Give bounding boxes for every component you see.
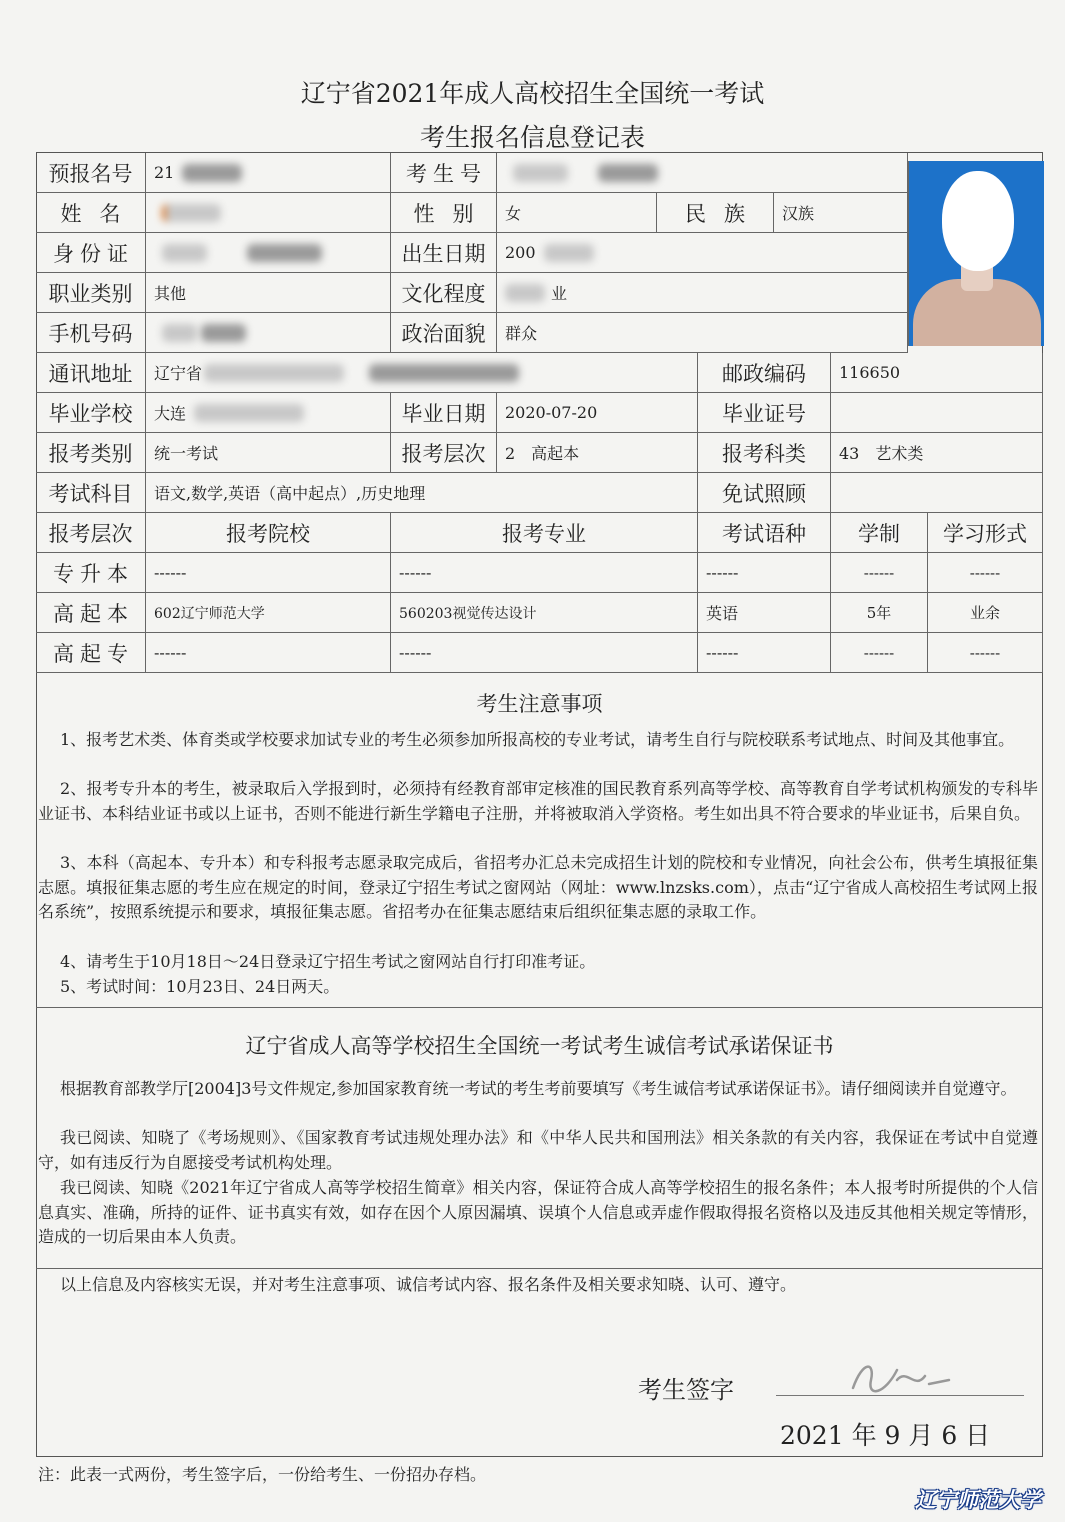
watermark: 辽宁师范大学 <box>915 1488 1041 1512</box>
value-exam-subject-class: 43 艺术类 <box>831 433 1043 473</box>
label-grad-date: 毕业日期 <box>391 393 497 433</box>
value-exam-category: 统一考试 <box>146 433 391 473</box>
row-level: 高起本 <box>36 593 146 633</box>
row-language: ------ <box>698 633 831 673</box>
value-occupation: 其他 <box>146 273 391 313</box>
value-gender: 女 <box>497 193 657 233</box>
label-political: 政治面貌 <box>391 313 497 353</box>
signature-label: 考生签字 <box>638 1376 734 1404</box>
pledge-title: 辽宁省成人高等学校招生全国统一考试考生诚信考试承诺保证书 <box>245 1034 834 1058</box>
label-birth-date: 出生日期 <box>391 233 497 273</box>
redaction-mask <box>247 244 322 262</box>
value-exam-no <box>497 153 908 193</box>
form-subtitle: 考生报名信息登记表 <box>419 123 645 152</box>
row-study-mode: ------ <box>928 553 1043 593</box>
photo-face-mask <box>942 171 1014 271</box>
value-exam-level: 2 高起本 <box>497 433 698 473</box>
footnote: 注：此表一式两份，考生签字后，一份给考生、一份招办存档。 <box>38 1465 487 1484</box>
pledge-paragraph: 我已阅读、知晓《2021年辽宁省成人高等学校招生简章》相关内容，保证符合成人高等学校招生的报名条件；本人报考时所提供的个人信息真实、准确，所持的证件、证书真实有效，如存在因个人原因漏填、误填个人信息或弄虚作假取得报名资格以及违反其他相关规定等情形，造成的一切后果由本人负责。 <box>38 1178 1038 1246</box>
row-study-mode: ------ <box>928 633 1043 673</box>
label-exempt-photo: 免试照顾 <box>698 473 831 513</box>
redaction-mask <box>194 404 304 422</box>
header-school: 报考院校 <box>146 513 391 553</box>
value-address: 辽宁省 <box>146 353 698 393</box>
redaction-mask <box>162 204 221 222</box>
redaction-mask <box>598 164 658 182</box>
row-years: 5年 <box>831 593 928 633</box>
label-phone: 手机号码 <box>36 313 146 353</box>
form-title: 辽宁省2021年成人高校招生全国统一考试 <box>300 79 765 108</box>
confirm-statement: 以上信息及内容核实无误，并对考生注意事项、诚信考试内容、报名条件及相关要求知晓、认可、遵守。 <box>60 1275 797 1294</box>
value-education: 业 <box>497 273 908 313</box>
notice-item: 3、本科（高起本、专升本）和专科报考志愿录取完成后，省招考办汇总未完成招生计划的院校和专业情况，向社会公布，供考生填报征集志愿。填报征集志愿的考生应在规定的时间，登录辽宁招生考试之窗网站（网址：www.lnzsks.com），点击“辽宁省成人高校招生考试网上报名系统”，按照系统提示和要求，填报征集志愿。省招考办在征集志愿结束后组织征集志愿的录取工作。 <box>38 853 1038 921</box>
header-study-mode: 学习形式 <box>928 513 1043 553</box>
signature-date: 2021 年 9 月 6 日 <box>780 1421 991 1450</box>
pledge-paragraph: 我已阅读、知晓了《考场规则》、《国家教育考试违规处理办法》和《中华人民共和国刑法》相关条款的有关内容，我保证在考试中自觉遵守，如有违反行为自愿接受考试机构处理。 <box>38 1128 1038 1172</box>
value-grad-cert <box>831 393 1043 433</box>
row-level: 高起专 <box>36 633 146 673</box>
notice-item: 1、报考艺术类、体育类或学校要求加试专业的考生必须参加所报高校的专业考试，请考生自行与院校联系考试地点、时间及其他事宜。 <box>60 730 1015 749</box>
label-id-card: 身份证 <box>36 233 146 273</box>
value-grad-school: 大连 <box>146 393 391 433</box>
row-major: ------ <box>391 633 698 673</box>
notice-title: 考生注意事项 <box>476 692 603 716</box>
header-language: 考试语种 <box>698 513 831 553</box>
signature-line <box>776 1395 1024 1396</box>
notice-item: 4、请考生于10月18日～24日登录辽宁招生考试之窗网站自行打印准考证。 <box>60 952 596 971</box>
row-school: 602辽宁师范大学 <box>146 593 391 633</box>
label-exam-no: 考生号 <box>391 153 497 193</box>
redaction-mask <box>182 164 242 182</box>
value-id-card <box>146 233 391 273</box>
label-occupation: 职业类别 <box>36 273 146 313</box>
value-pre-reg-no: 21 <box>146 153 391 193</box>
row-study-mode: 业余 <box>928 593 1043 633</box>
row-language: ------ <box>698 553 831 593</box>
divider <box>36 1007 1043 1008</box>
redaction-mask <box>162 324 197 342</box>
value-grad-date: 2020-07-20 <box>497 393 698 433</box>
redaction-mask <box>201 324 246 342</box>
label-exam-category: 报考类别 <box>36 433 146 473</box>
value-phone <box>146 313 391 353</box>
header-years: 学制 <box>831 513 928 553</box>
row-major: 560203视觉传达设计 <box>391 593 698 633</box>
value-name <box>146 193 391 233</box>
redaction-mask <box>369 364 519 382</box>
redaction-mask <box>204 364 344 382</box>
label-postcode: 邮政编码 <box>698 353 831 393</box>
divider <box>36 1268 1043 1269</box>
value-ethnicity: 汉族 <box>774 193 908 233</box>
value-postcode: 116650 <box>831 353 1043 393</box>
row-language: 英语 <box>698 593 831 633</box>
label-pre-reg-no: 预报名号 <box>36 153 146 193</box>
label-grad-school: 毕业学校 <box>36 393 146 433</box>
label-exam-level: 报考层次 <box>391 433 497 473</box>
value-exempt-photo <box>831 473 1043 513</box>
row-years: ------ <box>831 553 928 593</box>
label-exam-subjects: 考试科目 <box>36 473 146 513</box>
label-exam-subject-class: 报考科类 <box>698 433 831 473</box>
row-major: ------ <box>391 553 698 593</box>
row-school: ------ <box>146 553 391 593</box>
header-major: 报考专业 <box>391 513 698 553</box>
signature-scrawl <box>845 1350 965 1400</box>
redaction-mask <box>162 244 207 262</box>
row-school: ------ <box>146 633 391 673</box>
value-political: 群众 <box>497 313 908 353</box>
label-grad-cert: 毕业证号 <box>698 393 831 433</box>
value-exam-subjects: 语文,数学,英语（高中起点）,历史地理 <box>146 473 698 513</box>
value-birth-date: 200 <box>497 233 908 273</box>
redaction-mask <box>505 284 545 302</box>
pledge-paragraph: 根据教育部教学厅[2004]3号文件规定,参加国家教育统一考试的考生考前要填写《考生诚信考试承诺保证书》。请仔细阅读并自觉遵守。 <box>60 1079 1017 1098</box>
label-ethnicity: 民族 <box>657 193 774 233</box>
row-level: 专升本 <box>36 553 146 593</box>
label-education: 文化程度 <box>391 273 497 313</box>
redaction-mask <box>513 164 568 182</box>
notice-item: 5、考试时间：10月23日、24日两天。 <box>60 977 340 996</box>
redaction-mask <box>544 244 594 262</box>
label-address: 通讯地址 <box>36 353 146 393</box>
row-years: ------ <box>831 633 928 673</box>
header-level: 报考层次 <box>36 513 146 553</box>
applicant-photo <box>908 161 1044 346</box>
label-gender: 性别 <box>391 193 497 233</box>
label-name: 姓名 <box>36 193 146 233</box>
notice-item: 2、报考专升本的考生，被录取后入学报到时，必须持有经教育部审定核准的国民教育系列高等学校、高等教育自学考试机构颁发的专科毕业证书、本科结业证书或以上证书，否则不能进行新生学籍电子注册，并将被取消入学资格。考生如出具不符合要求的毕业证书，后果自负。 <box>38 779 1038 823</box>
